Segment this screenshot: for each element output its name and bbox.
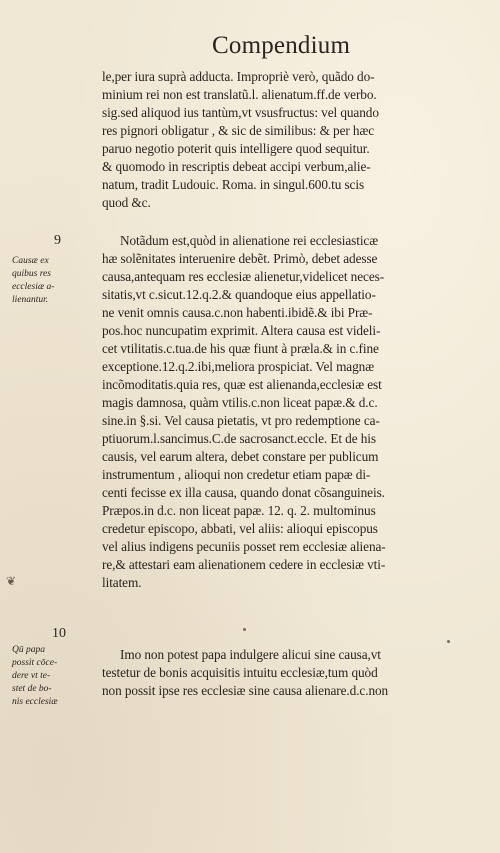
ink-flourish: ❦ bbox=[6, 574, 17, 588]
marginal-note-line: dere vt te- bbox=[12, 671, 51, 681]
text-line: paruo negotio poterit quis intelligere quod sequitur. bbox=[102, 141, 370, 156]
text-line: sig.sed aliquod ius tantùm,vt vsusfructus: vel quando bbox=[102, 105, 379, 120]
text-line: centi fecisse ex illa causa, quando donat cõsanguineis. bbox=[102, 485, 385, 500]
marginal-note-line: Qū papa bbox=[12, 645, 45, 655]
text-line: instrumentum , alioqui non credetur etiam papæ di- bbox=[102, 467, 371, 482]
marginal-note-line: stet de bo- bbox=[12, 684, 52, 694]
text-line: Præpos.in d.c. non liceat papæ. 12. q. 2. multominus bbox=[102, 503, 376, 518]
text-line: cet vtilitatis.c.tua.de his quæ fiunt à præla.& in c.fine bbox=[102, 341, 379, 356]
text-line: litatem. bbox=[102, 575, 142, 590]
text-line: ptiuorum.l.sancimus.C.de sacrosanct.eccle. Et de his bbox=[102, 431, 376, 446]
text-line: & quomodo in rescriptis debeat accipi verbum,alie- bbox=[102, 159, 371, 174]
text-line: ne venit omnis causa.c.non habenti.ibidẽ.& ibi Præ- bbox=[102, 305, 373, 320]
text-line: quod &c. bbox=[102, 195, 151, 210]
marginal-note bbox=[12, 644, 92, 709]
text-line: Imo non potest papa indulgere alicui sine causa,vt bbox=[120, 647, 381, 662]
marginal-note-line: ecclesiæ a- bbox=[12, 282, 55, 292]
text-line: causis, vel earum altera, debet constare per publicum bbox=[102, 449, 379, 464]
marginal-note-line: quibus res bbox=[12, 269, 51, 279]
text-line: pos.hoc nuncupatim exprimit. Altera causa est videli- bbox=[102, 323, 381, 338]
text-line: non possit ipse res ecclesiæ sine causa alienare.d.c.non bbox=[102, 683, 389, 698]
text-line: minium rei non est translatũ.l. alienatum.ff.de verbo. bbox=[102, 87, 377, 102]
marginal-note-line: nis ecclesiæ bbox=[12, 697, 58, 707]
marginal-note bbox=[12, 255, 92, 307]
text-line: magis damnosa, quàm vtilis.c.non liceat papæ.& d.c. bbox=[102, 395, 378, 410]
marginal-note-line: lienantur. bbox=[12, 295, 49, 305]
text-line: sine.in §.si. Vel causa pietatis, vt pro redemptione ca- bbox=[102, 413, 380, 428]
running-header: Compendium bbox=[212, 32, 351, 59]
text-line: causa,antequam res ecclesiæ alienetur,videlicet neces- bbox=[102, 269, 385, 284]
ink-spot bbox=[447, 640, 450, 643]
text-line: natum, tradit Ludouic. Roma. in singul.600.tu scis bbox=[102, 177, 365, 192]
text-line: Notãdum est,quòd in alienatione rei ecclesiasticæ bbox=[120, 233, 378, 248]
text-line: incõmoditatis.quia res, quæ est alienanda,ecclesiæ est bbox=[102, 377, 382, 392]
text-line: vel alius indigens pecuniis posset rem ecclesiæ aliena- bbox=[102, 539, 386, 554]
section-number: 9 bbox=[54, 233, 61, 248]
text-line: le,per iura suprà adducta. Impropriè verò, quãdo do- bbox=[102, 69, 375, 84]
marginal-note-line: possit cōce- bbox=[12, 658, 58, 668]
ink-spot bbox=[243, 628, 246, 631]
section-number: 10 bbox=[52, 626, 66, 641]
text-line: re,& attestari eam alienationem cedere in ecclesiæ vti- bbox=[102, 557, 386, 572]
text-line: testetur de bonis acquisitis intuitu ecclesiæ,tum quòd bbox=[102, 665, 378, 680]
text-line: res pignori obligatur , & sic de similibus: & per hæc bbox=[102, 123, 375, 138]
text-line: sitatis,vt c.sicut.12.q.2.& quandoque eius appellatio- bbox=[102, 287, 376, 302]
text-line: exceptione.12.q.2.ibi,meliora prospiciat. Vel magnæ bbox=[102, 359, 374, 374]
text-line: credetur episcopo, abbati, vel aliis: alioqui episcopus bbox=[102, 521, 378, 536]
marginal-note-line: Causæ ex bbox=[12, 256, 49, 266]
text-line: hæ solẽnitates interuenire debẽt. Primò, debet adesse bbox=[102, 251, 378, 266]
